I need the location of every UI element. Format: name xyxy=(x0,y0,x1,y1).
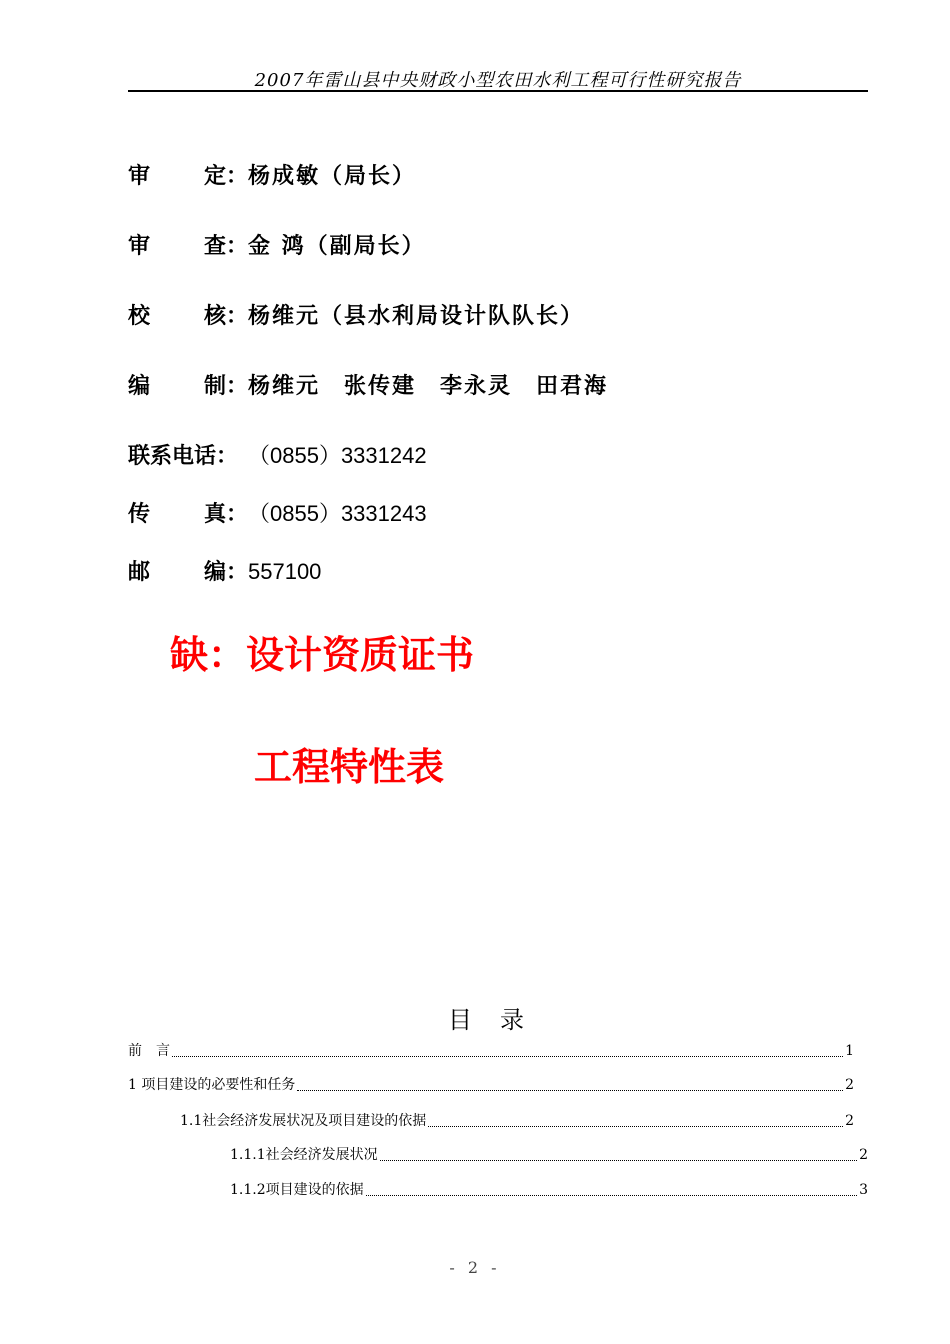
page-header: 2007年雷山县中央财政小型农田水利工程可行性研究报告 xyxy=(254,70,742,91)
sig-label xyxy=(128,228,248,264)
sig-label xyxy=(128,368,248,404)
sig-row-review xyxy=(128,228,426,264)
contact-label-a: 邮 xyxy=(128,559,151,585)
sig-label-b: 制 ： xyxy=(204,368,248,404)
contact-label-a: 联系电话 xyxy=(128,443,217,469)
toc-entry[interactable] xyxy=(230,1179,868,1201)
toc-title: 目录 xyxy=(448,1006,552,1034)
sig-row-compile xyxy=(128,368,608,404)
sig-label-a: 审 xyxy=(128,233,151,259)
contact-postcode: 557100 xyxy=(248,559,322,584)
contact-phone: （0855）3331242 xyxy=(248,443,427,468)
toc-entry[interactable] xyxy=(128,1040,854,1062)
contact-label-b: 真 ： xyxy=(204,496,248,532)
toc-entry-text: 1 项目建设的必要性和任务 xyxy=(128,1077,296,1093)
contact-row-postcode xyxy=(128,554,321,590)
toc-entry-text: 1.1.1社会经济发展状况 xyxy=(230,1147,378,1163)
contact-label xyxy=(128,438,248,474)
sig-label-b: 查 ： xyxy=(204,228,248,264)
toc-entry-page: 1 xyxy=(845,1043,854,1059)
sig-value-reviewer: 金 鸿（副局长） xyxy=(248,233,426,259)
missing-table-notice: 工程特性表 xyxy=(254,745,445,789)
sig-row-check xyxy=(128,298,584,334)
contact-label-b: 编 ： xyxy=(204,554,248,590)
toc-entry-page: 2 xyxy=(845,1113,854,1129)
contact-label xyxy=(128,496,248,532)
toc-entry[interactable] xyxy=(230,1144,868,1166)
sig-label xyxy=(128,298,248,334)
sig-label-b: 核 ： xyxy=(204,298,248,334)
toc-entry-page: 2 xyxy=(859,1147,868,1163)
contact-label-b xyxy=(216,438,238,474)
toc-entry-text: 1.1.2项目建设的依据 xyxy=(230,1182,364,1198)
toc-entry[interactable] xyxy=(180,1110,854,1132)
sig-value-checker: 杨维元（县水利局设计队队长） xyxy=(248,303,585,329)
sig-label-a: 编 xyxy=(128,373,151,399)
contact-row-phone xyxy=(128,438,427,474)
sig-label-a: 审 xyxy=(128,163,151,189)
contact-label-a: 传 xyxy=(128,501,151,527)
missing-cert-notice: 缺：设计资质证书 xyxy=(170,633,475,677)
sig-value-compilers: 杨维元 张传建 李永灵 田君海 xyxy=(248,373,609,399)
toc-entry-text: 前 言 xyxy=(128,1043,170,1059)
toc-entry[interactable] xyxy=(128,1074,854,1096)
sig-value-approver: 杨成敏（局长） xyxy=(248,163,417,189)
toc-leader xyxy=(297,1090,843,1091)
sig-label-b: 定 ： xyxy=(204,158,248,194)
toc-leader xyxy=(428,1126,843,1127)
sig-label xyxy=(128,158,248,194)
page-number: - 2 - xyxy=(449,1258,501,1277)
toc-entry-text: 1.1社会经济发展状况及项目建设的依据 xyxy=(180,1113,427,1129)
toc-entry-page: 2 xyxy=(845,1077,854,1093)
toc-leader xyxy=(172,1056,843,1057)
toc-leader xyxy=(380,1160,857,1161)
contact-row-fax xyxy=(128,496,427,532)
toc-leader xyxy=(366,1195,857,1196)
sig-label-a: 校 xyxy=(128,303,151,329)
toc-entry-page: 3 xyxy=(859,1182,868,1198)
contact-label xyxy=(128,554,248,590)
header-rule xyxy=(128,90,868,92)
sig-row-approve xyxy=(128,158,416,194)
contact-fax: （0855）3331243 xyxy=(248,501,427,526)
